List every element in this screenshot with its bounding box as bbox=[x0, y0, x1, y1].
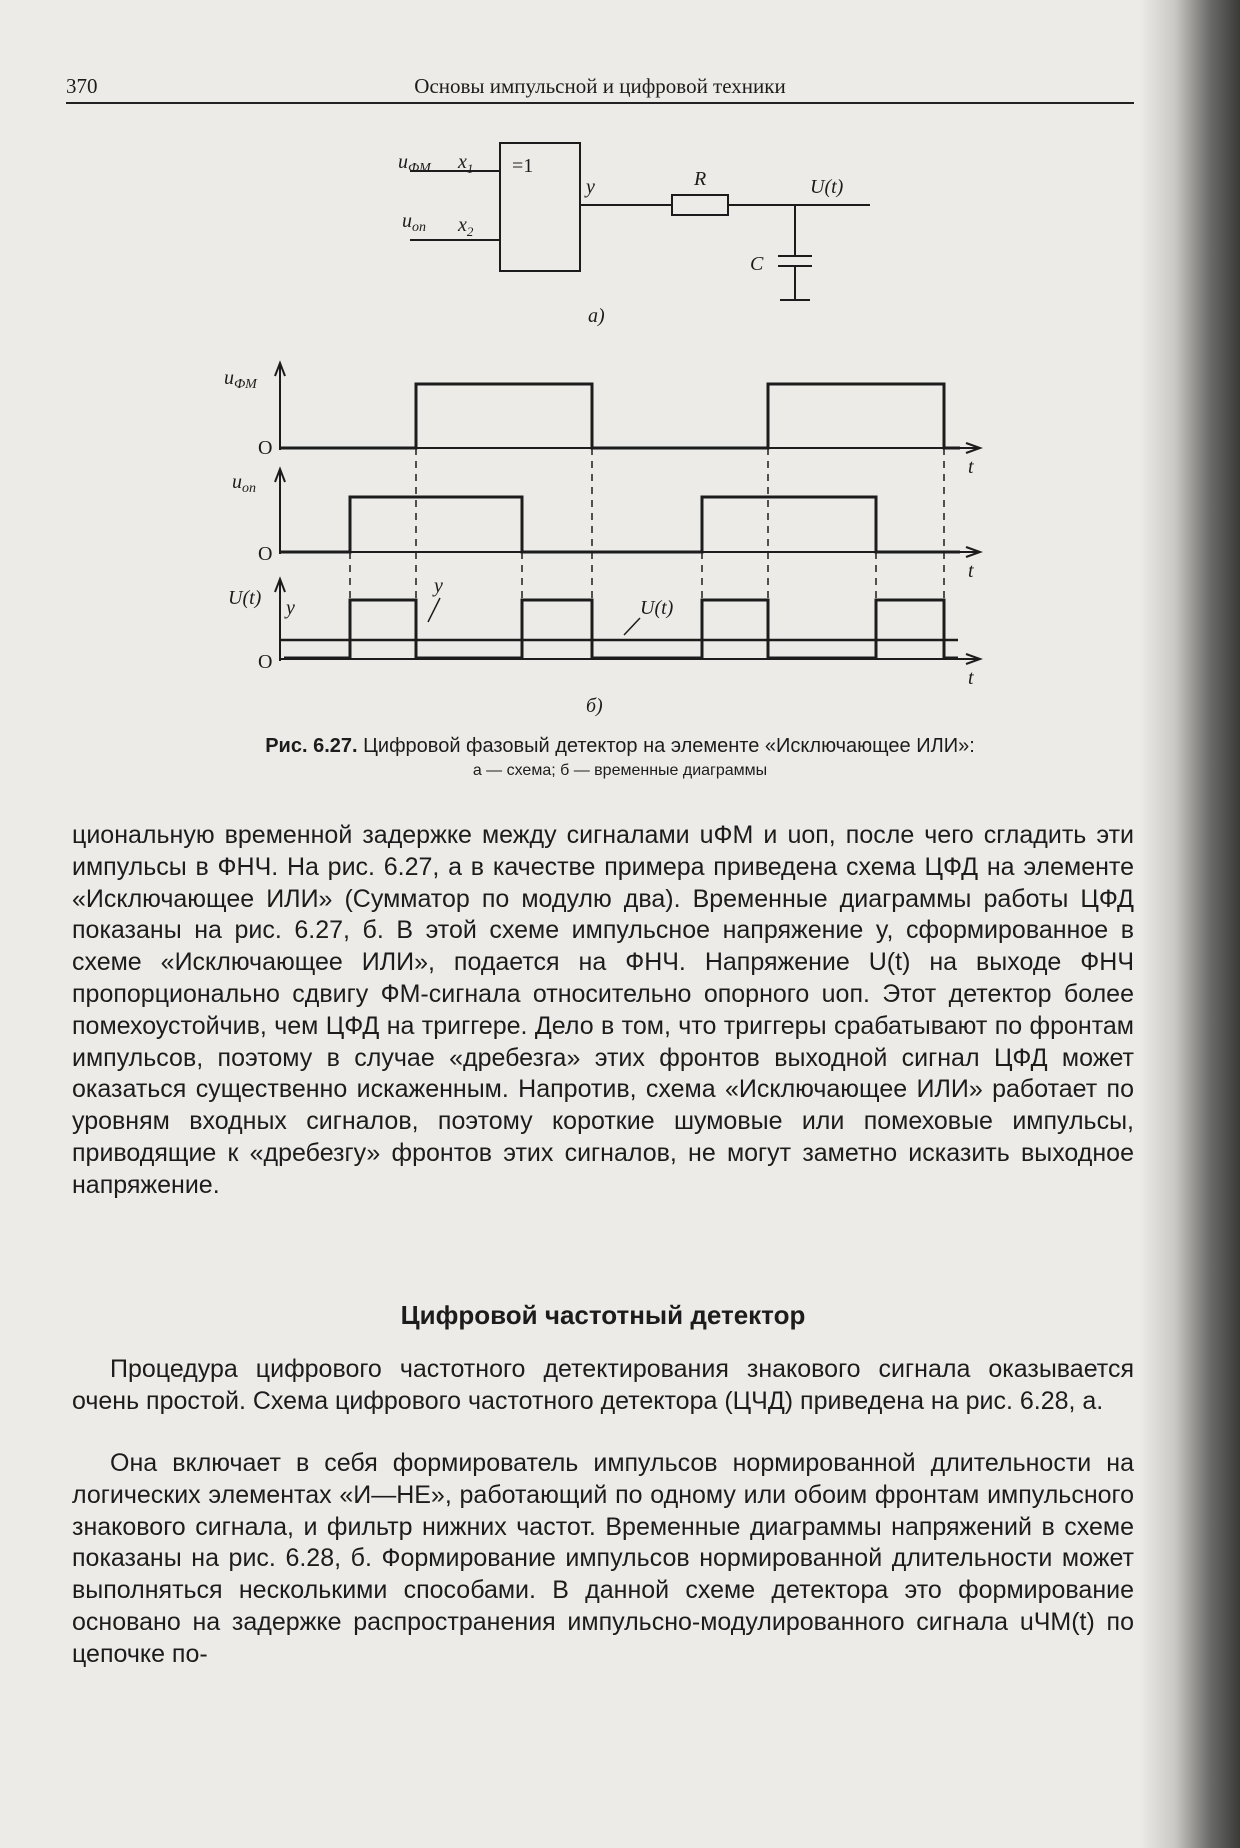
resistor-label: R bbox=[694, 168, 707, 190]
running-title: Основы импульсной и цифровой техники bbox=[414, 74, 786, 98]
schematic-a bbox=[410, 143, 870, 300]
t-label-2: t bbox=[968, 560, 974, 582]
trace-u-fm bbox=[280, 384, 960, 448]
zero-3: O bbox=[258, 651, 273, 673]
caption-line-1 bbox=[150, 732, 1090, 760]
zero-1: O bbox=[258, 437, 273, 459]
zero-2: O bbox=[258, 543, 273, 565]
capacitor-label: C bbox=[750, 253, 764, 275]
pointer-leaders bbox=[428, 598, 640, 635]
ut-pointer-line bbox=[624, 618, 640, 635]
timing-axes bbox=[275, 363, 980, 664]
t-label-3: t bbox=[968, 667, 974, 689]
out-voltage-label: U(t) bbox=[810, 176, 844, 198]
trace3-y-label: y bbox=[286, 597, 295, 619]
caption-line-2: а — схема; б — временные диаграммы bbox=[472, 762, 768, 779]
paragraph-3: Она включает в себя формирователь импульсов нормированной длительности на логических элементах «И—НЕ», работающий по одному или обоим фронтам импульсного знакового сигнала, и фильтр нижних частот. Временные диаграммы напряжений в схеме показаны на рис. 6.28, б. Формирование импульсов нормированной длительности может выполняться несколькими способами. В данной схеме детектора это формирование основано на задержке распространения импульсно-модулированного сигнала uЧМ(t) по цепочке по- bbox=[72, 1449, 1134, 1668]
input1-pin: $x_1$ bbox=[458, 151, 474, 176]
ut-pointer-label: U(t) bbox=[640, 597, 674, 619]
trace3-label: U(t) bbox=[228, 587, 262, 609]
paragraph-2: Процедура цифрового частотного детектирования знакового сигнала оказывается очень простой. Схема цифрового частотного детектора (ЦЧД) приведена на рис. 6.28, а. bbox=[72, 1355, 1134, 1415]
caption-text: Цифровой фазовый детектор на элементе «Исключающее ИЛИ»: bbox=[357, 735, 975, 757]
page-number: 370 bbox=[66, 74, 98, 98]
input2-pin: $x_2$ bbox=[458, 214, 474, 239]
input2-label: $u_{оп}$ bbox=[402, 210, 426, 235]
subfigure-a-label: а) bbox=[588, 305, 605, 327]
caption-prefix: Рис. 6.27. bbox=[265, 735, 358, 757]
trace-y bbox=[284, 600, 958, 658]
figure-6-27 bbox=[0, 0, 1240, 730]
resistor bbox=[672, 195, 728, 215]
trace1-label: $u_{ФМ}$ bbox=[224, 367, 257, 392]
trace-u-op bbox=[280, 497, 960, 552]
y-pointer-line bbox=[428, 598, 440, 622]
y-pointer-label: y bbox=[434, 575, 443, 597]
subfigure-b-label: б) bbox=[586, 695, 603, 717]
section-heading: Цифровой частотный детектор bbox=[400, 1300, 806, 1330]
trace2-label: $u_{оп}$ bbox=[232, 471, 256, 496]
input1-label: $u_{ФМ}$ bbox=[398, 151, 431, 176]
figure-caption bbox=[150, 732, 1090, 782]
t-label-1: t bbox=[968, 456, 974, 478]
timing-traces bbox=[280, 384, 960, 658]
paragraph-1: циональную временной задержке между сигналами uФМ и uоп, после чего сгладить эти импульсы в ФНЧ. На рис. 6.27, а в качестве примера приведена схема ЦФД на элементе «Исключающее ИЛИ» (Сумматор по модулю два). Временные диаграммы работы ЦФД показаны на рис. 6.27, б. В этой схеме импульсное напряжение y, сформированное в схеме «Исключающее ИЛИ», подается на ФНЧ. Напряжение U(t) на выходе ФНЧ пропорционально сдвигу ФМ-сигнала относительно опорного uоп. Этот детектор более помехоустойчив, чем ЦФД на триггере. Дело в том, что триггеры срабатывают по фронтам импульсов, поэтому в случае «дребезга» этих фронтов выходной сигнал ЦФД может оказаться существенно искаженным. Напротив, схема «Исключающее ИЛИ» работает по уровням входных сигналов, поэтому короткие шумовые или помеховые импульсы, приводящие к «дребезгу» фронтов этих сигналов, не могут заметно исказить выходное напряжение. bbox=[72, 821, 1134, 1199]
gate-symbol: =1 bbox=[512, 155, 534, 177]
output-y-label: y bbox=[586, 176, 595, 198]
